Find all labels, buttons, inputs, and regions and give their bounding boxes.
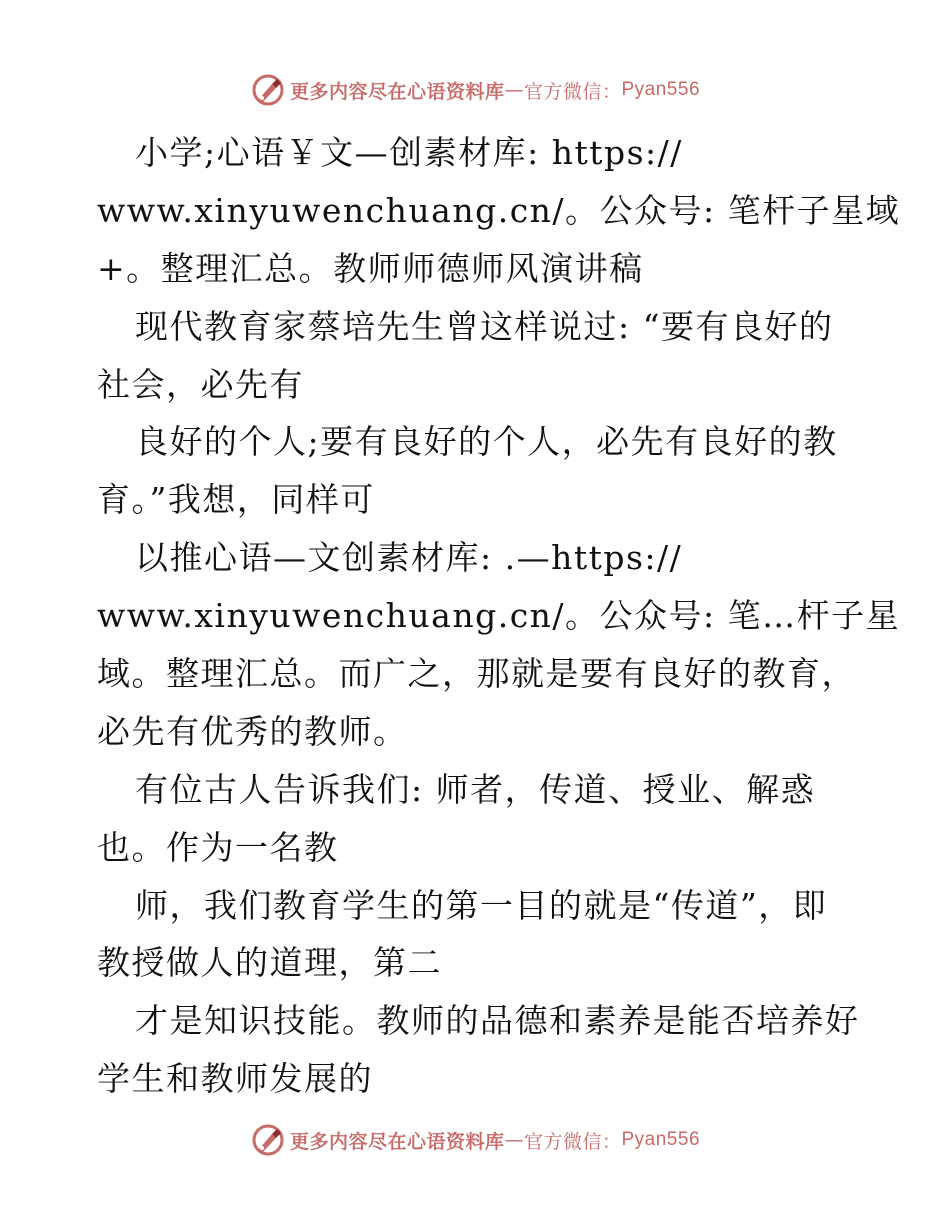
document-body (97, 124, 901, 1108)
watermark-handle: Pyan556 (621, 1129, 701, 1150)
watermark-separator: — (504, 79, 524, 101)
text-line: 良好的个人;要有良好的个人，必先有良好的教 (135, 422, 838, 462)
watermark-banner-bottom (0, 1120, 950, 1160)
text-line: 学生和教师发展的 (97, 1059, 373, 1099)
pen-logo-icon (250, 1122, 286, 1158)
text-line: www.xinyuwenchuang.cn/。公众号: 笔…杆子星 (97, 596, 901, 636)
text-line: 必先有优秀的教师。 (97, 711, 408, 751)
watermark-handle: Pyan556 (621, 79, 701, 100)
watermark-separator: — (504, 1129, 524, 1151)
pen-logo-icon (250, 72, 286, 108)
watermark-text: 更多内容尽在心语资料库 (289, 80, 505, 103)
text-line: 也。作为一名教 (97, 827, 339, 867)
watermark-handle-prefix: 官方微信： (523, 80, 622, 103)
watermark-handle-prefix: 官方微信： (523, 1130, 622, 1153)
text-line: +。整理汇总。教师师德师风演讲稿 (97, 248, 644, 288)
text-line: 育。”我想，同样可 (97, 480, 375, 520)
text-line: www.xinyuwenchuang.cn/。公众号: 笔杆子星域 (97, 190, 901, 230)
text-line: 有位古人告诉我们: 师者，传道、授业、解惑 (135, 769, 816, 809)
text-line: 小学;心语￥文—创素材库: https:// (135, 133, 683, 172)
text-line: 以推心语—文创素材库: .—https:// (135, 538, 683, 578)
text-line: 师，我们教育学生的第一目的就是“传道”，即 (135, 885, 828, 925)
text-line: 域。整理汇总。而广之，那就是要有良好的教育， (97, 654, 856, 694)
text-line: 现代教育家蔡培先生曾这样说过: “要有良好的 (135, 306, 834, 346)
watermark-banner-top (0, 70, 950, 110)
text-line: 社会，必先有 (97, 364, 304, 404)
text-line: 教授做人的道理，第二 (97, 943, 442, 983)
watermark-text: 更多内容尽在心语资料库 (289, 1130, 505, 1153)
text-line: 才是知识技能。教师的品德和素养是能否培养好 (135, 1001, 860, 1041)
